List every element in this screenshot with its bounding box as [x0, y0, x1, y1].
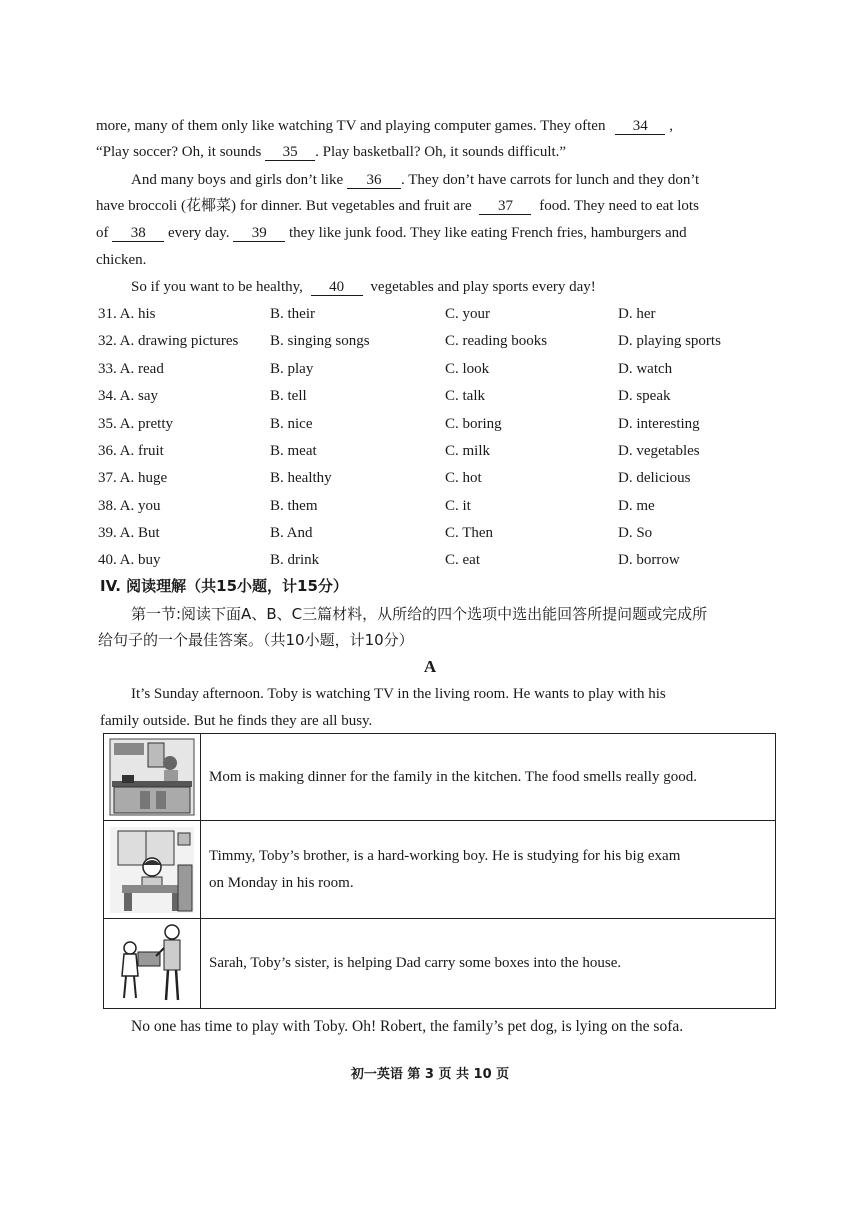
option-a: 38. A. you [98, 498, 161, 514]
option-d: D. So [618, 525, 653, 541]
option-b: B. singing songs [270, 333, 370, 349]
instruction-line-2: 给句子的一个最佳答案。（共10小题，计10分） [98, 631, 414, 649]
option-c: C. hot [445, 470, 482, 486]
option-b: B. healthy [270, 470, 332, 486]
option-d: D. watch [618, 361, 673, 377]
blank-39: 39 [233, 225, 285, 242]
page-footer: 初一英语 第 3 页 共 10 页 [350, 1067, 510, 1082]
option-c: C. milk [445, 443, 491, 459]
option-c: C. it [445, 498, 471, 514]
text: , [669, 118, 673, 134]
text: more, many of them only like watching TV and playing computer games. They often [96, 118, 606, 134]
option-b: B. play [270, 361, 314, 377]
option-b: B. nice [270, 416, 313, 432]
section-heading: IV. 阅读理解（共15小题，计15分） [100, 577, 348, 595]
activity-text-cell: Mom is making dinner for the family in the kitchen. The food smells really good. [201, 734, 776, 821]
passage-label: A [423, 657, 437, 676]
closing-line: No one has time to play with Toby. Oh! Robert, the family’s pet dog, is lying on the sofa. [131, 1018, 684, 1035]
activity-text-line-2: on Monday in his room. [209, 874, 354, 891]
option-a: 40. A. buy [98, 552, 161, 568]
kitchen-picture-icon [108, 737, 196, 817]
text: vegetables and play sports every day! [370, 279, 596, 295]
text: And many boys and girls don’t like [131, 172, 344, 188]
blank-40: 40 [311, 279, 363, 296]
blank-38: 38 [112, 225, 164, 242]
blank-35: 35 [265, 144, 315, 161]
intro-line-2: family outside. But he finds they are all busy. [100, 713, 373, 729]
activity-text-cell: Sarah, Toby’s sister, is helping Dad carry some boxes into the house. [201, 919, 776, 1009]
intro-line-1: It’s Sunday afternoon. Toby is watching TV in the living room. He wants to play with his [131, 686, 666, 702]
option-a: 34. A. say [98, 388, 158, 404]
passage-line-3 [131, 170, 699, 190]
text: have broccoli (花椰菜) for dinner. But vegetables and fruit are [96, 198, 472, 214]
passage-line-2 [96, 142, 566, 162]
option-d: D. her [618, 306, 656, 322]
option-c: C. reading books [445, 333, 548, 349]
passage-line-7 [131, 277, 596, 297]
option-d: D. delicious [618, 470, 691, 486]
family-activities-table [103, 733, 776, 1009]
option-d: D. speak [618, 388, 671, 404]
blank-36: 36 [347, 172, 401, 189]
option-b: B. And [270, 525, 313, 541]
option-c: C. your [445, 306, 490, 322]
activity-text-line-1: Timmy, Toby’s brother, is a hard-working boy. He is studying for his big exam [209, 847, 681, 864]
option-a: 33. A. read [98, 361, 164, 377]
option-d: D. borrow [618, 552, 680, 568]
option-d: D. me [618, 498, 655, 514]
option-a: 36. A. fruit [98, 443, 164, 459]
picture-cell [104, 821, 201, 919]
option-a: 35. A. pretty [98, 416, 173, 432]
text: food. They need to eat lots [539, 198, 699, 214]
studying-boy-picture-icon [108, 825, 196, 915]
passage-line-1 [96, 116, 673, 136]
instruction-line-1: 第一节:阅读下面A、B、C三篇材料，从所给的四个选项中选出能回答所提问题或完成所 [131, 605, 708, 623]
option-b: B. tell [270, 388, 307, 404]
option-a: 39. A. But [98, 525, 160, 541]
option-c: C. eat [445, 552, 480, 568]
text: they like junk food. They like eating French fries, hamburgers and [289, 225, 687, 241]
option-c: C. boring [445, 416, 502, 432]
option-c: C. Then [445, 525, 494, 541]
table-row [104, 919, 776, 1009]
text: “Play soccer? Oh, it sounds [96, 144, 262, 160]
text: . Play basketball? Oh, it sounds difficult.” [315, 144, 567, 160]
option-c: C. talk [445, 388, 485, 404]
passage-line-5 [96, 223, 687, 243]
blank-37: 37 [479, 198, 531, 215]
option-b: B. meat [270, 443, 317, 459]
text: So if you want to be healthy, [131, 279, 303, 295]
option-a: 31. A. his [98, 306, 156, 322]
carrying-boxes-picture-icon [108, 922, 196, 1006]
activity-text-cell [201, 821, 776, 919]
text: every day. [168, 225, 230, 241]
table-row [104, 734, 776, 821]
option-c: C. look [445, 361, 490, 377]
picture-cell [104, 919, 201, 1009]
option-b: B. drink [270, 552, 320, 568]
passage-line-4 [96, 196, 699, 216]
option-b: B. them [270, 498, 318, 514]
option-d: D. interesting [618, 416, 700, 432]
passage-line-6: chicken. [96, 252, 147, 268]
text: of [96, 225, 109, 241]
option-b: B. their [270, 306, 315, 322]
option-d: D. vegetables [618, 443, 700, 459]
picture-cell [104, 734, 201, 821]
option-a: 32. A. drawing pictures [98, 333, 239, 349]
option-d: D. playing sports [618, 333, 721, 349]
blank-34: 34 [615, 118, 665, 135]
table-row [104, 821, 776, 919]
text: . They don’t have carrots for lunch and they don’t [400, 172, 700, 188]
option-a: 37. A. huge [98, 470, 168, 486]
